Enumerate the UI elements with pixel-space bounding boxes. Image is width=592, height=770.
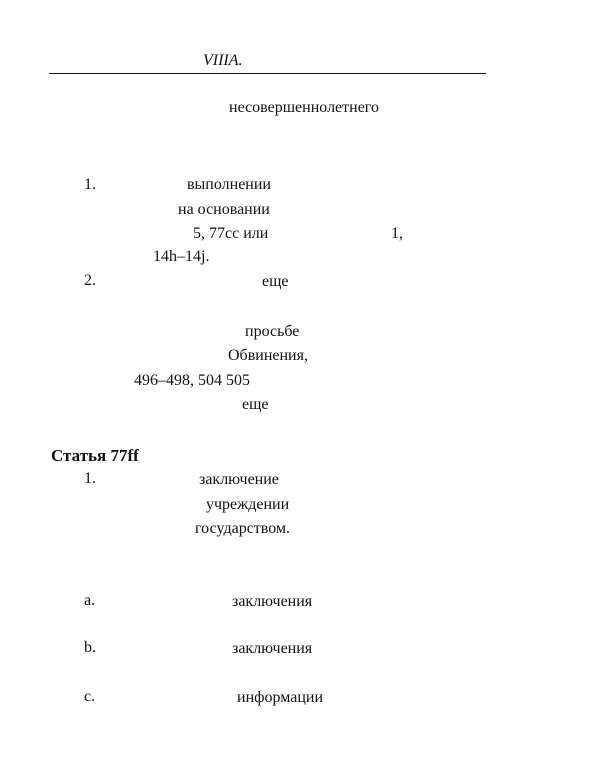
text-line: заключения (232, 593, 313, 610)
text-line: заключения (232, 640, 313, 657)
text-line: информации (237, 689, 324, 706)
item-number: 2. (84, 272, 96, 289)
text-line: Обвинения, (228, 347, 308, 364)
text-line: просьбе (245, 323, 300, 340)
subitem-label: b. (84, 639, 96, 656)
header-rule (49, 73, 486, 74)
text-line: учреждении (206, 496, 290, 513)
text-line: 496–498, 504 505 (134, 372, 250, 389)
text-line: выполнении (187, 176, 271, 193)
text-line: еще (242, 396, 269, 413)
item-number: 1. (84, 176, 96, 193)
text-line: 5, 77сс или (193, 225, 269, 242)
page-header: VIIIA. (203, 52, 243, 69)
subitem-label: a. (84, 592, 96, 609)
text-line: несовершеннолетнего (229, 99, 379, 116)
text-line: 1, (391, 225, 403, 242)
subitem-label: c. (84, 688, 96, 705)
text-line: 14h–14j. (153, 248, 210, 265)
article-title: Статья 77ff (51, 446, 139, 465)
text-line: заключение (199, 471, 279, 488)
text-line: еще (262, 273, 289, 290)
text-line: на основании (178, 201, 270, 218)
item-number: 1. (84, 470, 96, 487)
text-line: государством. (195, 520, 291, 537)
